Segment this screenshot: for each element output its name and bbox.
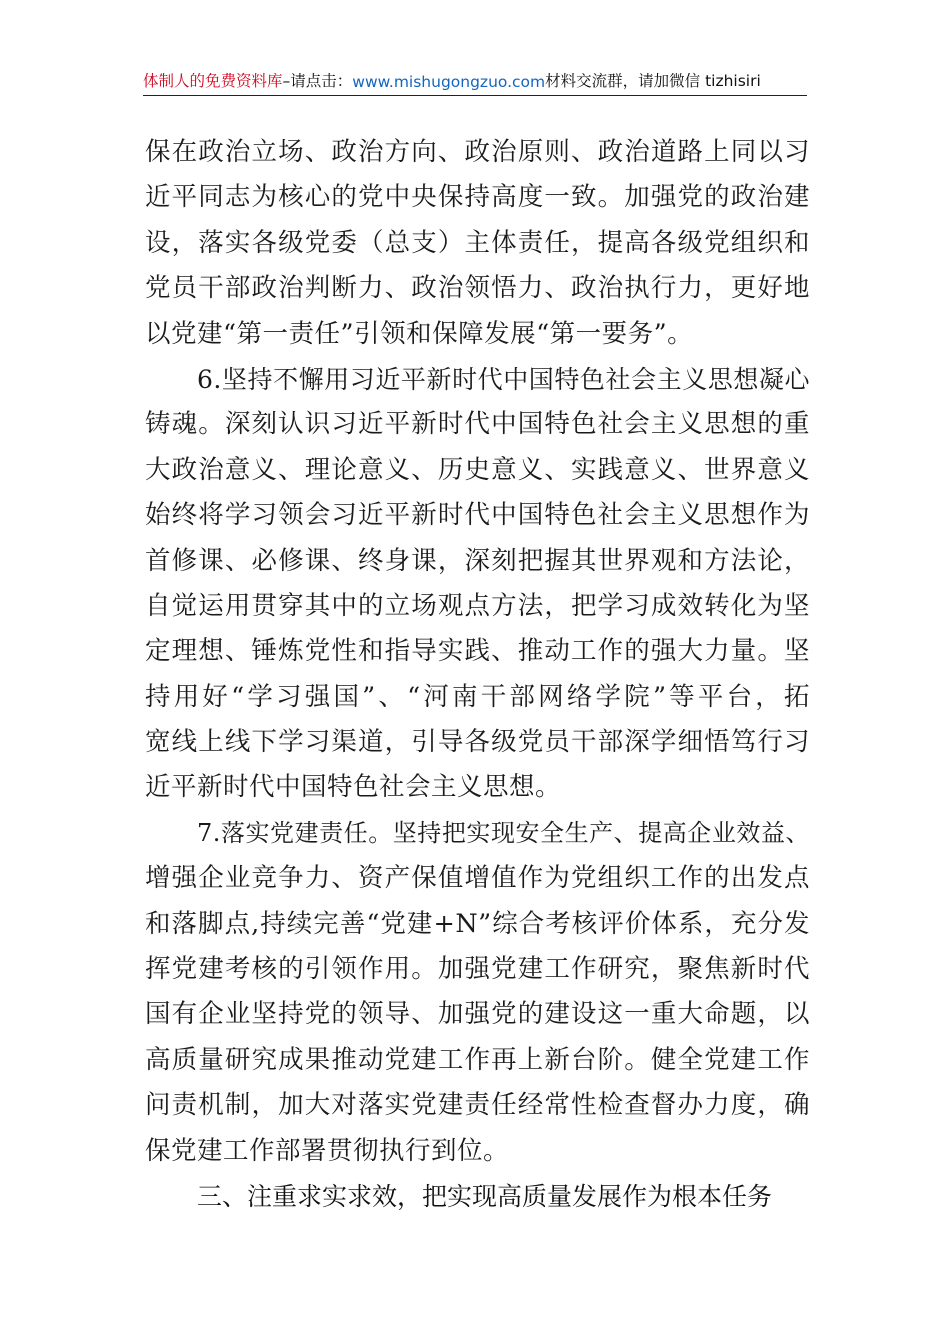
text-line: 和落脚点,持续完善“党建+N”综合考核评价体系，充分发 [145,908,810,939]
text-line: 保党建工作部署贯彻执行到位。 [145,1135,510,1166]
text-line: 自觉运用贯穿其中的立场观点方法，把学习成效转化为坚 [145,590,810,621]
text-line: 大政治意义、理论意义、历史意义、实践意义、世界意义 [145,454,810,485]
text-line: 持用好“学习强国”、“河南干部网络学院”等平台，拓 [145,681,810,712]
text-line: 6.坚持不懈用习近平新时代中国特色社会主义思想凝心 [197,364,810,394]
text-line: 高质量研究成果推动党建工作再上新台阶。健全党建工作 [145,1044,810,1075]
page-header [143,66,807,96]
text-line: 以党建“第一责任”引领和保障发展“第一要务”。 [145,318,694,349]
header-link[interactable]: www.mishugongzuo.com [352,73,546,91]
paragraph-1 [145,130,810,357]
document-body [145,130,810,1219]
text-line: 铸魂。深刻认识习近平新时代中国特色社会主义思想的重 [145,409,810,440]
header-prompt: –请点击： [282,72,353,90]
text-line: 首修课、必修课、终身课，深刻把握其世界观和方法论， [145,545,810,576]
text-line: 始终将学习领会习近平新时代中国特色社会主义思想作为 [145,500,810,531]
text-line: 宽线上线下学习渠道，引导各级党员干部深学细悟笃行习 [145,727,810,758]
text-line: 7.落实党建责任。坚持把实现安全生产、提高企业效益、 [197,818,810,847]
paragraph-2 [145,357,810,811]
text-line: 近平新时代中国特色社会主义思想。 [145,772,562,803]
text-line: 近平同志为核心的党中央保持高度一致。加强党的政治建 [145,182,810,213]
paragraph-3 [145,811,810,1174]
header-contact: 材料交流群，请加微信 tizhisiri [545,72,761,90]
text-line: 问责机制，加大对落实党建责任经常性检查督办力度，确 [145,1090,810,1121]
text-line: 定理想、锤炼党性和指导实践、推动工作的强大力量。坚 [145,636,810,667]
text-line: 增强企业竞争力、资产保值增值作为党组织工作的出发点 [145,863,810,894]
text-line: 国有企业坚持党的领导、加强党的建设这一重大命题，以 [145,999,810,1030]
header-brand: 体制人的免费资料库 [143,72,283,90]
text-line: 设，落实各级党委（总支）主体责任，提高各级党组织和 [145,227,810,258]
text-line: 党员干部政治判断力、政治领悟力、政治执行力，更好地 [145,273,810,304]
text-line: 挥党建考核的引领作用。加强党建工作研究，聚焦新时代 [145,954,810,985]
text-line: 保在政治立场、政治方向、政治原则、政治道路上同以习 [145,137,810,167]
section-heading: 三、注重求实求效，把实现高质量发展作为根本任务 [197,1181,773,1211]
